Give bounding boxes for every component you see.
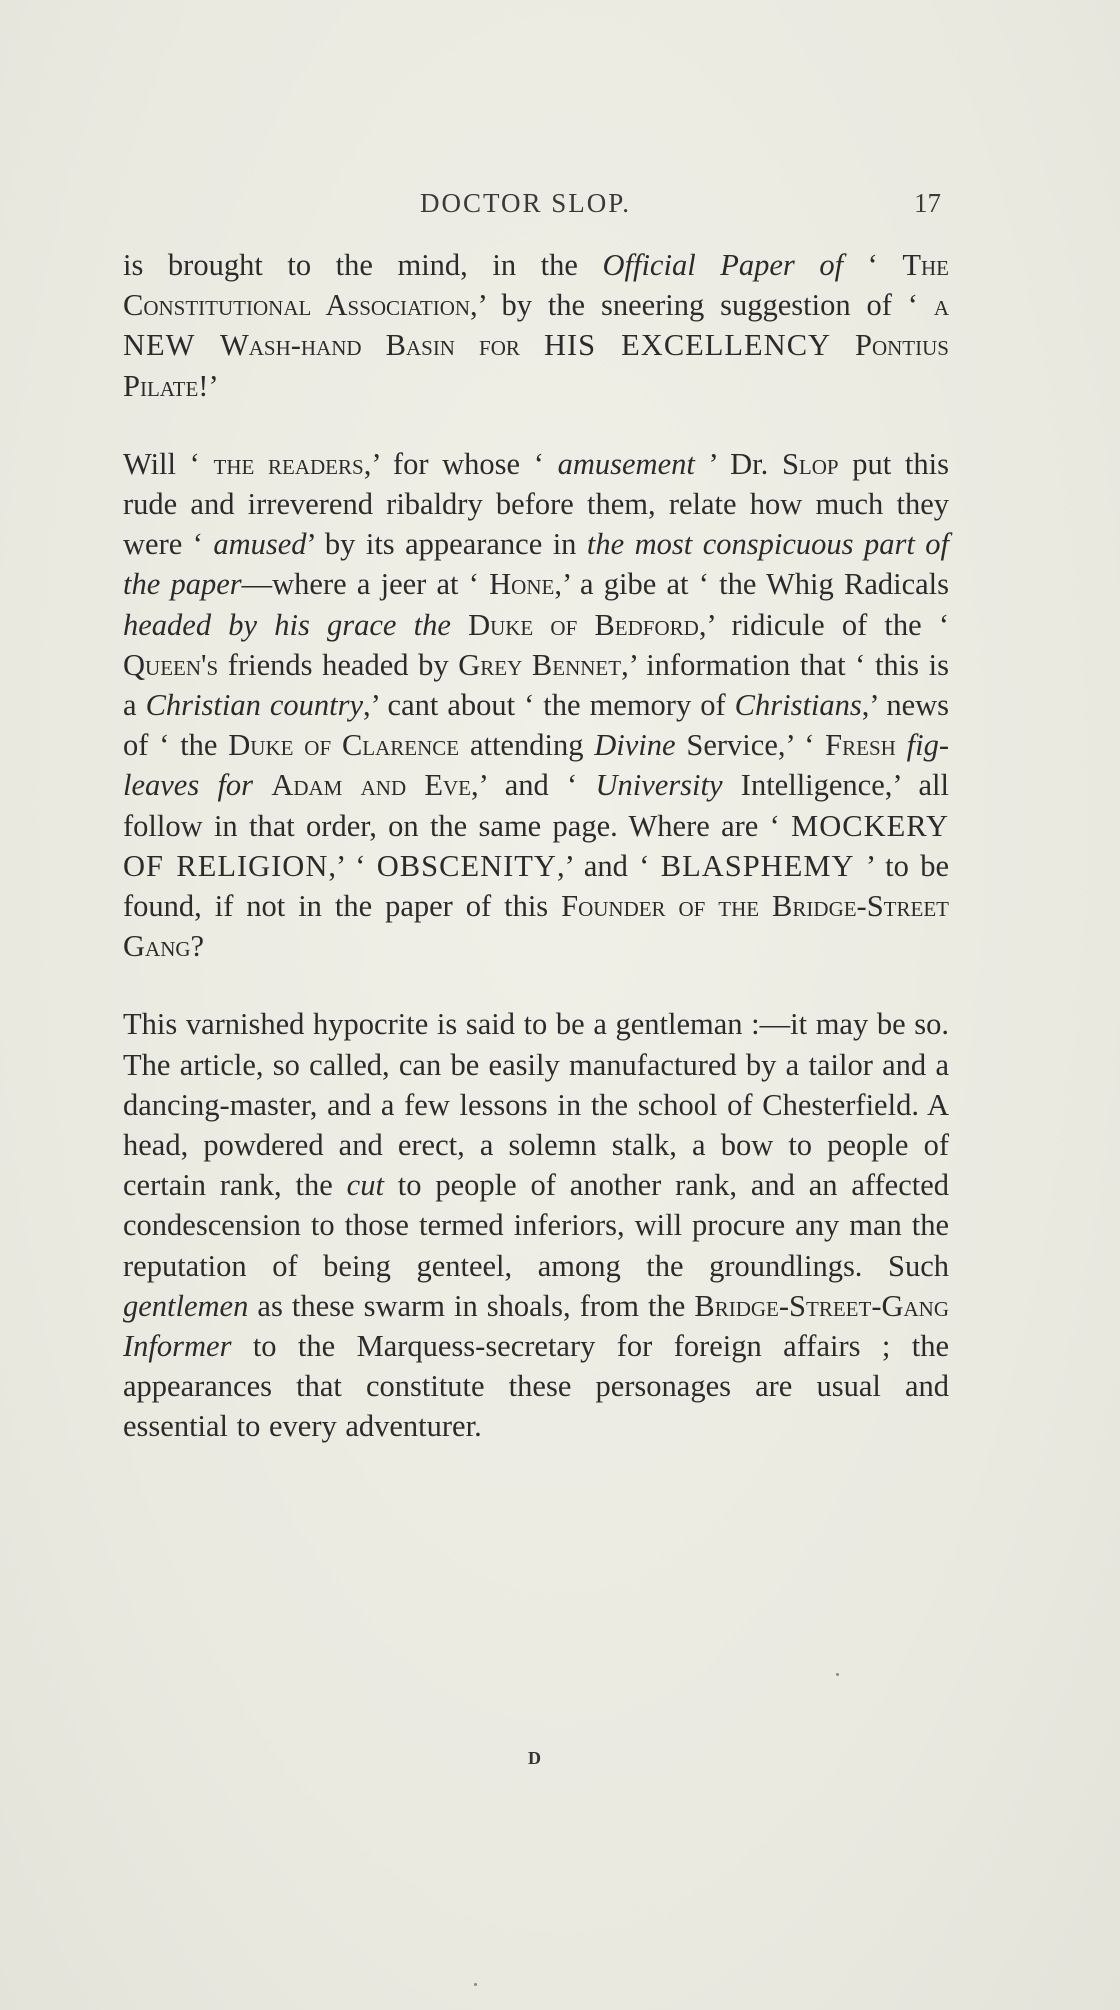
small-caps-text: a [933, 288, 949, 323]
text-run: Intelligence,’ all follow in that order, on the same page. Where are ‘ [123, 768, 950, 843]
small-caps-text: Grey Bennet [458, 647, 622, 682]
text-run: —where a jeer at ‘ [241, 567, 490, 602]
small-caps-text: Pontius Pilate [123, 328, 949, 403]
small-caps-text: Duke of Clarence [228, 728, 460, 763]
italic-text: amused [213, 527, 307, 562]
text-run: ,’ for whose ‘ [363, 446, 558, 481]
italic-text: Official Paper of [602, 248, 844, 282]
paragraph-2 [123, 444, 949, 967]
text-run: attending [459, 728, 595, 763]
text-run: put this rude and irreverend ribaldry before them, relate how much they were ‘ [123, 446, 949, 562]
text-run: ,’ cant about ‘ the memory of [363, 688, 735, 723]
running-head [0, 178, 1120, 228]
italic-text: fig-leaves for [123, 728, 950, 803]
italic-text: Informer [123, 1329, 232, 1364]
text-run [451, 608, 468, 642]
small-caps-text: Duke of Bedford [468, 607, 699, 642]
small-caps-text: Slop [781, 446, 839, 481]
paper-speck [474, 1983, 477, 1986]
capitals-text: OBSCENITY [376, 848, 557, 883]
small-caps-text: Fresh [825, 728, 896, 763]
capitals-text: MOCKERY OF RELIGION [123, 808, 949, 883]
text-run: to people of another rank, and an affected condescension to those termed inferiors, will procure any man the reputation of being genteel, among the groundlings. Such [123, 1168, 950, 1283]
small-caps-text: Adam and Eve [271, 768, 471, 803]
text-run: Will ‘ [123, 446, 214, 481]
text-run: as these swarm in shoals, from the [248, 1288, 695, 1323]
text-run: ,’ ‘ [328, 848, 377, 883]
text-run: ? [190, 929, 205, 964]
italic-text: University [595, 768, 723, 803]
small-caps-text: Bridge-Street-Gang [694, 1288, 949, 1323]
capitals-text: NEW [123, 328, 220, 363]
text-run: friends headed by [218, 647, 459, 682]
paragraph-3 [123, 1004, 949, 1446]
text-run: is brought to the mind, in the [123, 248, 603, 282]
running-title: DOCTOR SLOP. [420, 188, 632, 218]
body-text [123, 245, 949, 1447]
italic-text: the most conspicuous part of the paper [123, 527, 949, 602]
text-run: Service,’ ‘ [675, 728, 826, 763]
italic-text: Divine [594, 728, 676, 763]
text-run [253, 768, 271, 802]
italic-text: headed by his grace the [123, 607, 451, 642]
text-run: ,’ and ‘ [471, 768, 596, 803]
capitals-text: HIS EXCELLENCY [543, 328, 856, 363]
small-caps-text: the readers [213, 446, 364, 481]
italic-text: Christian country [145, 688, 363, 723]
italic-text: cut [346, 1168, 384, 1203]
text-run: ’ Dr. [694, 446, 782, 481]
italic-text: amusement [557, 446, 695, 481]
text-run: !’ [198, 368, 219, 403]
italic-text: gentlemen [123, 1288, 249, 1323]
text-run: ,’ information that ‘ this is a [123, 647, 949, 723]
small-caps-text: Queen's [123, 647, 219, 682]
capitals-text: BLASPHEMY [660, 848, 855, 883]
small-caps-text: Wash-hand Basin for [219, 328, 544, 363]
text-run: This varnished hypocrite is said to be a gentleman :—it may be so. The article, so called, can be easily manufactured by a tailor and a dancing-master, and a few lessons in the school of Chesterfield. A head, powdered and erect, a solemn stalk, a bow to people of certain rank, the [123, 1007, 949, 1203]
small-caps-text: Founder of the Bridge-Street Gang [123, 889, 949, 964]
text-run: ,’ ridicule of the ‘ [698, 607, 950, 642]
page-number: 17 [914, 188, 941, 218]
paper-speck [836, 1673, 839, 1676]
text-run: ,’ a gibe at ‘ the Whig Radicals [554, 567, 950, 602]
text-run: ’ by its appearance in [306, 527, 587, 562]
italic-text: Christians [734, 688, 862, 723]
signature-mark: D [528, 1748, 541, 1768]
text-run: ’ to be found, if not in the paper of this [123, 848, 949, 924]
small-caps-text: The Constitutional Association [123, 248, 949, 323]
small-caps-text: Hone [489, 567, 555, 602]
text-run: ‘ [843, 248, 903, 282]
paragraph-1 [123, 245, 949, 406]
text-run [896, 728, 907, 762]
text-run: ,’ news of ‘ the [123, 688, 949, 763]
text-run: ,’ and ‘ [556, 848, 661, 883]
text-run: ,’ by the sneering suggestion of ‘ [470, 288, 934, 323]
text-run: to the Marquess-secretary for foreign affairs ; the appearances that constitute these personages are usual and essential to every adventurer. [123, 1329, 949, 1444]
